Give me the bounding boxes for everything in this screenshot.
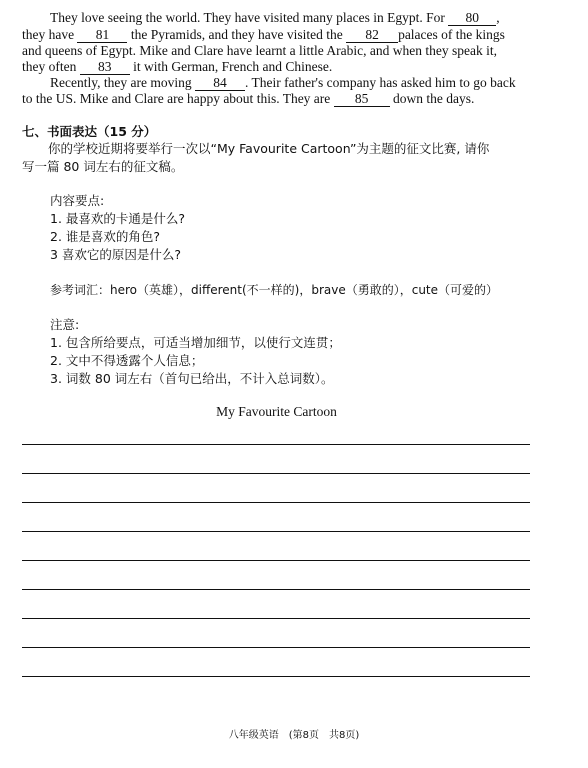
content-point: 1. 最喜欢的卡通是什么?	[50, 211, 186, 226]
answer-blank-82: 82	[346, 28, 398, 43]
passage-text: palaces of the kings	[398, 27, 505, 42]
passage-line	[22, 91, 474, 107]
passage-text: They love seeing the world. They have visited many places in Egypt. For	[50, 10, 445, 25]
passage-text: they have	[22, 27, 75, 42]
note-item: 3. 词数 80 词左右（首句已给出，不计入总词数）。	[50, 371, 334, 386]
passage-text: the Pyramids, and they have visited the	[130, 27, 343, 42]
answer-blank-85: 85	[334, 92, 390, 107]
writing-line[interactable]	[22, 560, 530, 561]
content-point: 2. 谁是喜欢的角色?	[50, 229, 161, 244]
passage-text: and queens of Egypt. Mike and Clare have learnt a little Arabic, and when they speak it,	[22, 43, 497, 58]
reference-vocabulary: 参考词汇：hero（英雄），different(不一样的)，brave（勇敢的），cute（可爱的）	[50, 283, 499, 297]
note-item: 1. 包含所给要点，可适当增加细节，以使行文连贯；	[50, 335, 341, 350]
passage-text: . Their father's company has asked him to go back	[244, 75, 516, 90]
writing-line[interactable]	[22, 473, 530, 474]
writing-line[interactable]	[22, 444, 530, 445]
answer-blank-84: 84	[195, 76, 245, 91]
passage-text: it with German, French and Chinese.	[133, 59, 333, 74]
answer-blank-80: 80	[448, 11, 496, 26]
essay-title: My Favourite Cartoon	[216, 404, 337, 419]
note-item: 2. 文中不得透露个人信息；	[50, 353, 204, 368]
passage-text: down the days.	[393, 91, 475, 106]
notes-title: 注意:	[50, 317, 80, 332]
page-footer: 八年级英语 (第8页 共8页)	[228, 730, 360, 741]
writing-line[interactable]	[22, 502, 530, 503]
writing-line[interactable]	[22, 676, 530, 677]
writing-line[interactable]	[22, 618, 530, 619]
passage-text: to the US. Mike and Clare are happy about this. They are	[22, 91, 331, 106]
section-heading: 七、书面表达（15 分）	[22, 124, 157, 139]
passage-line	[22, 59, 332, 75]
writing-line[interactable]	[22, 647, 530, 648]
passage-line	[22, 27, 505, 43]
answer-blank-81: 81	[77, 28, 127, 43]
prompt-line: 写一篇 80 词左右的征文稿。	[22, 159, 184, 174]
passage-text: they often	[22, 59, 77, 74]
prompt-line: 你的学校近期将要举行一次以“My Favourite Cartoon”为主题的征文比赛, 请你	[48, 141, 490, 156]
content-point: 3 喜欢它的原因是什么?	[50, 247, 182, 262]
writing-line[interactable]	[22, 531, 530, 532]
answer-blank-83: 83	[80, 60, 130, 75]
passage-line	[50, 75, 516, 91]
writing-line[interactable]	[22, 589, 530, 590]
passage-text: Recently, they are moving	[50, 75, 192, 90]
content-points-title: 内容要点:	[50, 193, 105, 208]
passage-line	[22, 43, 497, 59]
passage-text: ,	[496, 10, 500, 25]
passage-line	[50, 10, 500, 26]
